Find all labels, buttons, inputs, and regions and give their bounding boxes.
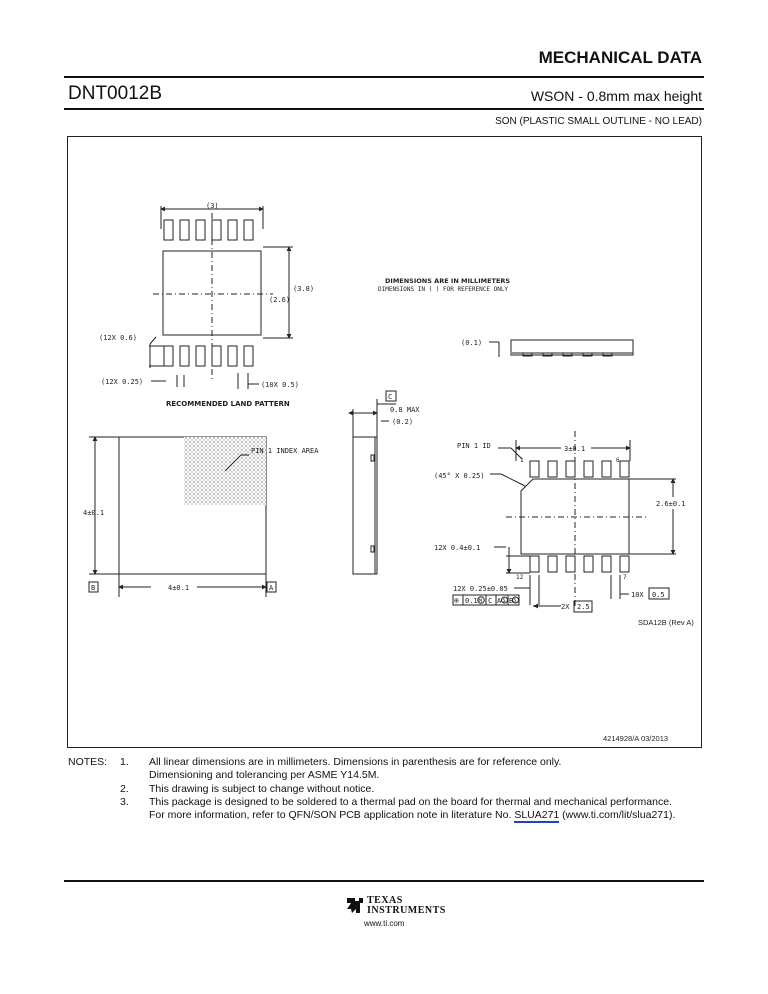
- note-text: [149, 809, 675, 822]
- ti-logo-icon: [345, 895, 365, 915]
- side-standoff: (0.2): [392, 418, 414, 426]
- side-dim-standoff: (0.1): [461, 339, 483, 347]
- section-title: MECHANICAL DATA: [538, 48, 702, 67]
- header-rule-bottom: [64, 108, 704, 110]
- slua271-link[interactable]: SLUA271: [514, 809, 560, 822]
- drawing-doc-id: 4214928/A 03/2013: [603, 734, 669, 743]
- pitch-count: 10X: [631, 591, 644, 599]
- tolerance-s-a: S: [502, 598, 506, 605]
- tolerance-c: C: [488, 597, 493, 605]
- tolerance-m: M: [478, 598, 482, 605]
- land-dim-pitch: (10X 0.5): [261, 381, 299, 389]
- side-view-top: [461, 339, 633, 357]
- land-dim-pad: (2.6): [269, 296, 291, 304]
- pin-6-label: 6: [616, 457, 620, 464]
- tolerance-a: A: [497, 597, 502, 605]
- footer-url[interactable]: www.ti.com: [364, 919, 405, 928]
- bottom-dim-lead-w: 12X 0.25±0.05: [453, 585, 508, 593]
- units-note-sub: DIMENSIONS IN ( ) FOR REFERENCE ONLY: [378, 286, 509, 293]
- land-dim-pad-w: (12X 0.6): [99, 334, 137, 342]
- pin-7-label: 7: [623, 574, 627, 581]
- bottom-dim-pad-w: 3±0.1: [564, 445, 586, 453]
- bottom-dim-pad-h: 2.6±0.1: [656, 500, 686, 508]
- brand-line-2: INSTRUMENTS: [367, 905, 446, 916]
- datum-b: B: [91, 584, 96, 592]
- pin-12-label: 12: [516, 574, 524, 581]
- datum-c: C: [388, 393, 393, 401]
- bottom-dim-lead-l: 12X 0.4±0.1: [434, 544, 481, 552]
- package-name: WSON - 0.8mm max height: [530, 88, 702, 104]
- note-number: 1.: [120, 756, 129, 768]
- note-text: This drawing is subject to change without notice.: [149, 782, 375, 795]
- land-pattern-title: RECOMMENDED LAND PATTERN: [166, 400, 290, 408]
- part-number: DNT0012B: [68, 83, 162, 104]
- tolerance-symbol: ⊕: [454, 596, 459, 605]
- package-outline: SON (PLASTIC SMALL OUTLINE - NO LEAD): [495, 116, 702, 127]
- land-pattern: [99, 202, 314, 408]
- tolerance-b: B: [509, 597, 514, 605]
- note-number: 2.: [120, 782, 129, 795]
- tolerance-frame: [453, 595, 519, 605]
- brand-line-1: TEXAS: [367, 895, 403, 906]
- drawing-ref: SDA12B (Rev A): [638, 618, 694, 627]
- top-view: [83, 437, 319, 597]
- land-dim-length: (3.8): [293, 285, 315, 293]
- note-1: [68, 756, 675, 783]
- note-text-pre: For more information, refer to QFN/SON PCB application note in literature No.: [149, 809, 515, 822]
- datum-a: A: [269, 584, 274, 592]
- land-dim-width: (3): [206, 202, 219, 210]
- pin-1-label: 1: [520, 457, 524, 464]
- pitch-value: 0.5: [652, 591, 665, 599]
- bottom-top-leads: [530, 461, 629, 477]
- land-dim-pad-h: (12X 0.25): [101, 378, 144, 386]
- span-value: 2.5: [577, 603, 590, 611]
- note-text: Dimensioning and tolerancing per ASME Y14.5M.: [149, 769, 380, 782]
- span-count: 2X: [561, 603, 570, 611]
- note-text-post: (www.ti.com/lit/slua271).: [559, 809, 676, 822]
- note-number: 3.: [120, 795, 129, 808]
- top-dim-width: 4±0.1: [168, 584, 190, 592]
- land-bottom-pads: [164, 346, 253, 366]
- note-text: This package is designed to be soldered to a thermal pad on the board for thermal and mechanical performance.: [149, 795, 672, 808]
- pin1-id: PIN 1 ID: [457, 442, 491, 450]
- pin1-index-area: PIN 1 INDEX AREA: [251, 447, 319, 455]
- bottom-view: [434, 431, 693, 612]
- mechanical-drawing: [68, 137, 701, 747]
- note-text: All linear dimensions are in millimeters. Dimensions in parenthesis are for reference only.: [149, 756, 562, 768]
- top-dim-height: 4±0.1: [83, 509, 105, 517]
- drawing-frame: [67, 136, 702, 748]
- header-rule-top: [64, 76, 704, 78]
- bottom-bottom-leads: [530, 556, 629, 572]
- note-2: [68, 783, 675, 796]
- notes: [68, 756, 675, 822]
- land-top-pads: [164, 220, 253, 240]
- notes-label: NOTES:: [68, 756, 108, 768]
- tolerance-value: 0.1: [465, 597, 478, 605]
- note-3: [68, 796, 675, 823]
- side-max-height: 0.8 MAX: [390, 406, 420, 414]
- footer-rule: [64, 880, 704, 882]
- bottom-chamfer: (45° X 0.25): [434, 472, 485, 480]
- ti-logo: [345, 895, 455, 935]
- units-note-title: DIMENSIONS ARE IN MILLIMETERS: [385, 277, 511, 285]
- tolerance-s-b: S: [513, 598, 517, 605]
- side-view: [349, 391, 420, 574]
